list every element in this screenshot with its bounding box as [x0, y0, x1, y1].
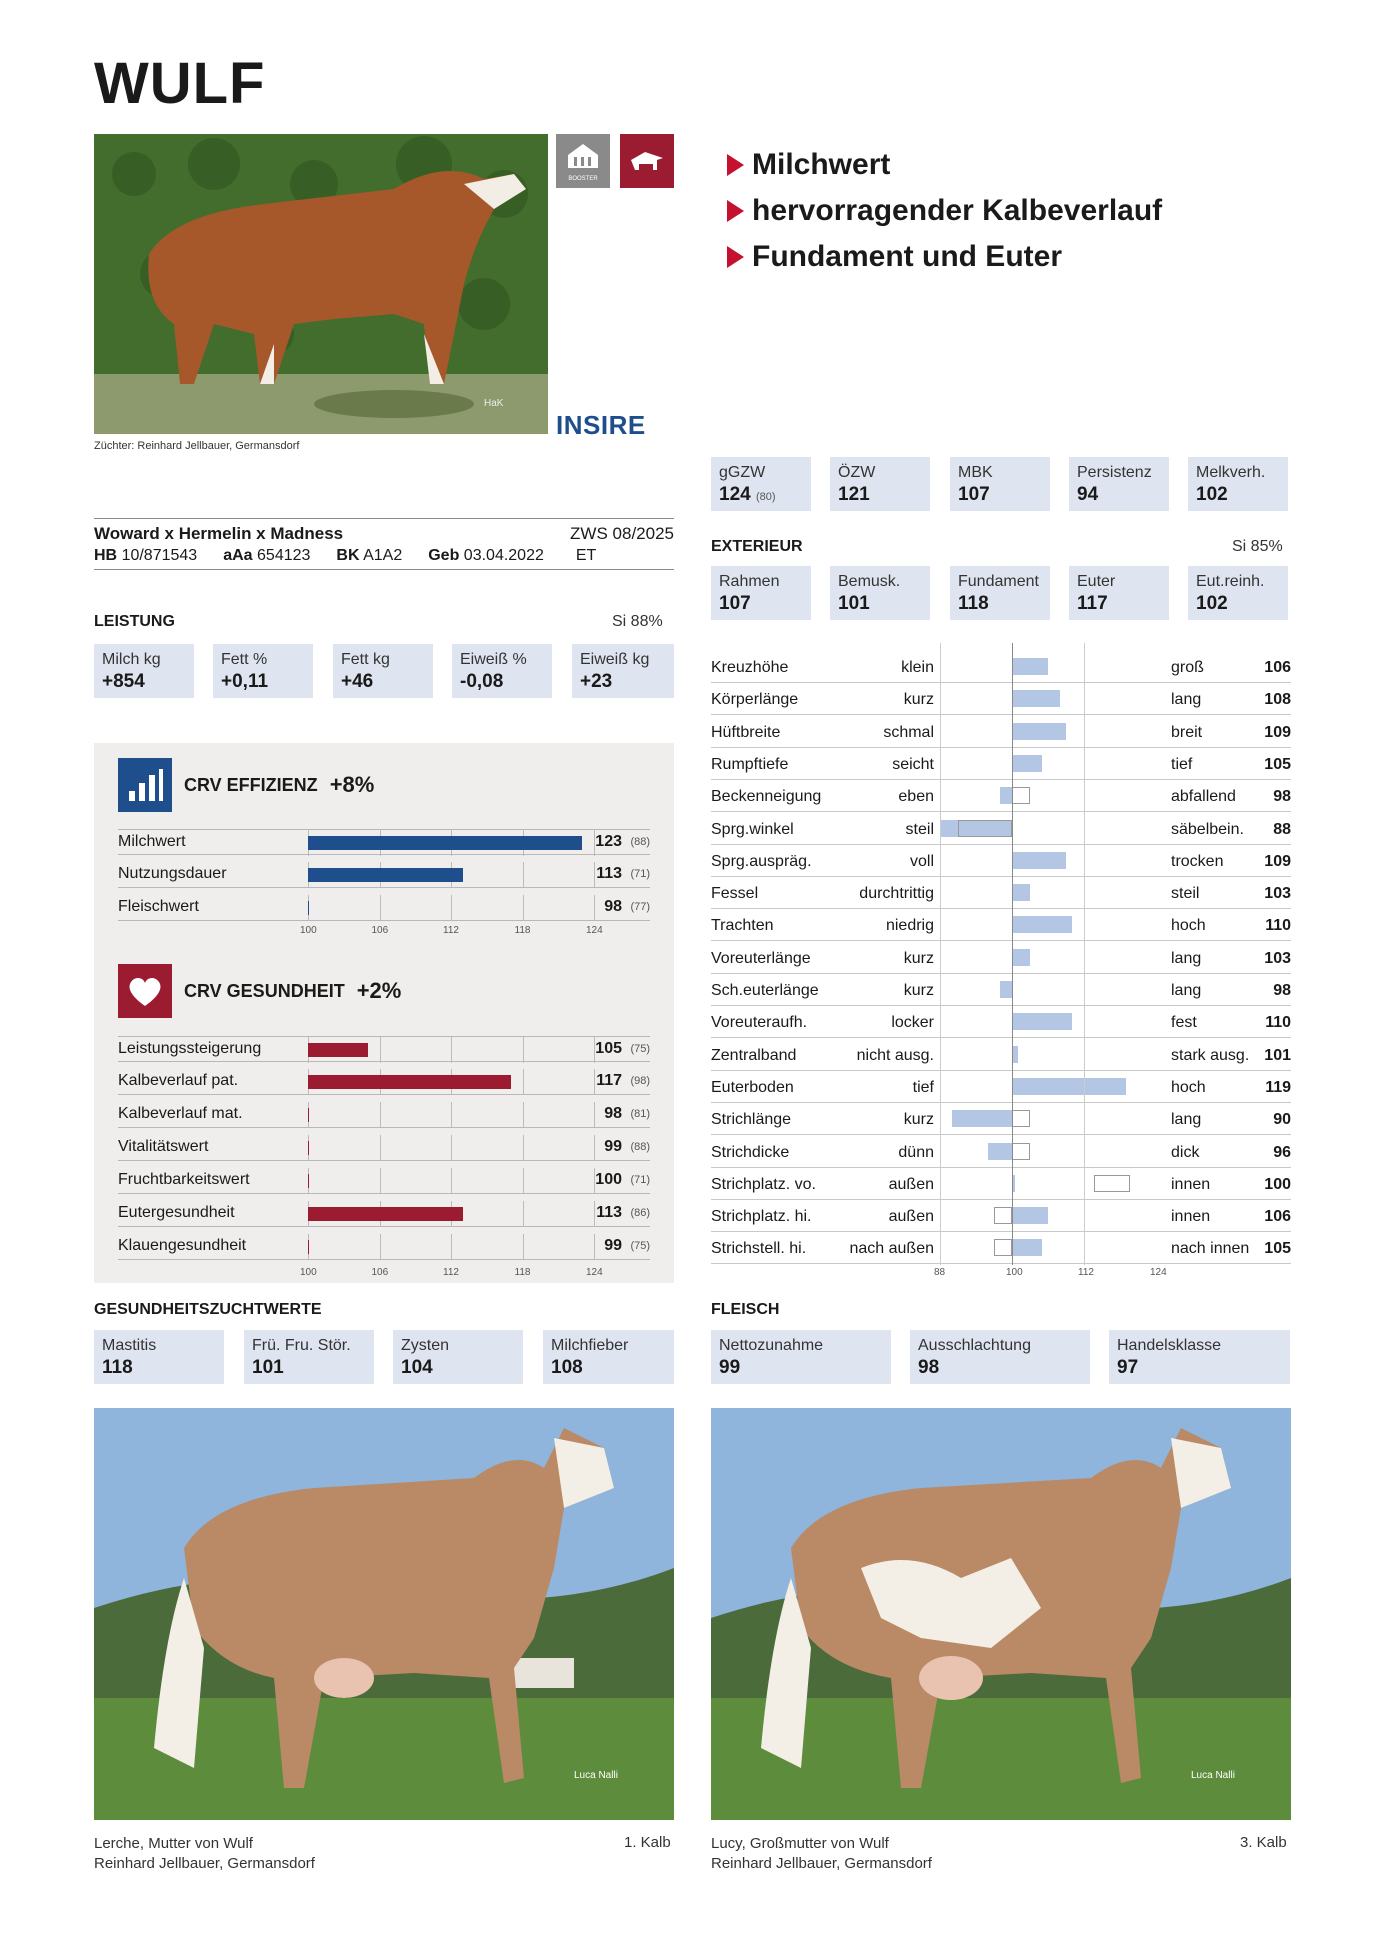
crv-effizienz-header	[118, 758, 374, 812]
triangle-bullet-icon	[727, 154, 744, 176]
crv-trait-reliability: (71)	[630, 868, 650, 880]
linear-trait-name: Sch.euterlänge	[711, 982, 819, 999]
axis-tick-label: 124	[586, 925, 603, 936]
linear-trait-name: Beckenneigung	[711, 788, 822, 806]
heart-icon	[118, 964, 172, 1018]
linear-trait-low: seicht	[892, 755, 934, 773]
linear-trait-bar	[1012, 755, 1042, 772]
highlight-item: Milchwert	[727, 142, 1162, 188]
crv-trait-reliability: (88)	[630, 1141, 650, 1153]
linear-trait-name: Strichdicke	[711, 1143, 790, 1161]
linear-trait-high: hoch	[1171, 1078, 1206, 1096]
brand-logo	[620, 134, 674, 188]
linear-trait-value: 103	[1264, 885, 1291, 903]
leistung-box: Milch kg +854	[94, 644, 194, 698]
linear-trait-bar	[1000, 787, 1012, 804]
linear-trait-outline	[1012, 787, 1030, 804]
leistung-box: Eiweiß % -0,08	[452, 644, 552, 698]
crv-trait-name: Leistungssteigerung	[118, 1040, 262, 1057]
highlight-item: hervorragender Kalbeverlauf	[727, 188, 1162, 234]
crv-trait-name: Vitalitätswert	[118, 1138, 209, 1155]
highlight-list	[727, 142, 1162, 280]
crv-trait-value: 98	[604, 1105, 622, 1122]
linear-trait-low: voll	[909, 852, 934, 870]
crv-trait-bar	[308, 1043, 368, 1057]
linear-trait-value: 110	[1265, 917, 1291, 935]
hb-number: 10/871543	[121, 547, 198, 564]
linear-trait-high: lang	[1171, 949, 1202, 967]
linear-trait-high: tief	[1171, 755, 1193, 773]
bull-photo	[94, 134, 548, 434]
linear-trait-row	[711, 845, 1291, 877]
crv-trait-name: Kalbeverlauf pat.	[118, 1072, 239, 1089]
axis-tick-label: 124	[586, 1267, 603, 1278]
linear-axis-line	[940, 643, 941, 1265]
grid-line	[523, 1102, 524, 1128]
grid-line	[594, 1201, 595, 1227]
crv-trait-name: Klauengesundheit	[118, 1237, 247, 1254]
exterieur-heading: EXTERIEUR	[711, 538, 803, 555]
linear-trait-bar	[952, 1110, 1012, 1127]
linear-trait-high: stark ausg.	[1171, 1046, 1250, 1064]
linear-trait-value: 88	[1273, 820, 1291, 838]
grid-line	[451, 1168, 452, 1194]
linear-trait-name: Fessel	[711, 885, 759, 903]
grid-line	[523, 862, 524, 888]
grid-line	[451, 1135, 452, 1161]
grid-line	[594, 1069, 595, 1095]
linear-trait-high: innen	[1171, 1208, 1211, 1226]
linear-trait-low: tief	[912, 1078, 934, 1096]
grid-line	[523, 1069, 524, 1095]
linear-trait-value: 109	[1264, 723, 1291, 741]
crv-trait-bar	[308, 901, 309, 915]
grid-line	[380, 1102, 381, 1128]
linear-trait-row	[711, 716, 1291, 748]
gzw-box: Zysten 104	[393, 1330, 523, 1384]
crv-panel	[94, 743, 674, 1283]
leistung-box: Eiweiß kg +23	[572, 644, 674, 698]
leistung-box: Fett kg +46	[333, 644, 433, 698]
pedigree-line: Woward x Hermelin x Madness	[94, 524, 344, 543]
exterieur-si: Si 85%	[1232, 538, 1283, 555]
crv-trait-bar	[308, 1108, 309, 1122]
linear-trait-row	[711, 942, 1291, 974]
crv-trait-value: 99	[604, 1138, 622, 1155]
linear-trait-value: 106	[1264, 659, 1291, 676]
fleisch-heading: FLEISCH	[711, 1301, 780, 1318]
grid-line	[523, 1201, 524, 1227]
axis-tick-label: 106	[371, 1267, 389, 1278]
linear-trait-row	[711, 877, 1291, 909]
linear-trait-value: 106	[1264, 1208, 1291, 1226]
linear-trait-bar	[1012, 949, 1030, 966]
booster-logo-text: BOOSTER	[568, 175, 598, 182]
linear-trait-low: nicht ausg.	[856, 1046, 934, 1064]
linear-trait-high: lang	[1171, 691, 1202, 709]
exterieur-box: Eut.reinh. 102	[1188, 566, 1288, 620]
leistung-box: Fett % +0,11	[213, 644, 313, 698]
gzw-box: Mastitis 118	[94, 1330, 224, 1384]
breeder-caption: Züchter: Reinhard Jellbauer, Germansdorf	[94, 440, 300, 452]
crv-trait-value: 123	[595, 833, 622, 850]
summary-box: gGZW 124 (80)	[711, 457, 811, 511]
bar-chart-icon	[118, 758, 172, 812]
crv-trait-row	[118, 862, 650, 888]
axis-tick-label: 100	[300, 925, 317, 936]
axis-tick-label: 100	[300, 1267, 317, 1278]
linear-trait-high: fest	[1171, 1014, 1197, 1032]
grid-line	[380, 1168, 381, 1194]
axis-tick-label: 112	[443, 925, 459, 936]
triangle-bullet-icon	[727, 200, 744, 222]
linear-trait-row	[711, 1039, 1291, 1071]
crv-trait-bar	[308, 868, 463, 882]
linear-axis-line	[1012, 643, 1013, 1265]
insire-logo: INSIRE	[556, 410, 646, 440]
crv-gesundheit-title: CRV GESUNDHEIT	[184, 980, 345, 1001]
crv-trait-value: 98	[604, 898, 622, 915]
linear-trait-low: außen	[888, 1175, 934, 1193]
linear-trait-outline	[1012, 1110, 1030, 1127]
gzw-box: Milchfieber 108	[543, 1330, 674, 1384]
linear-trait-high: groß	[1171, 659, 1204, 676]
linear-trait-name: Kreuzhöhe	[711, 659, 789, 676]
linear-trait-name: Trachten	[711, 917, 774, 935]
crv-trait-reliability: (77)	[630, 901, 650, 913]
linear-trait-low: kurz	[903, 982, 934, 999]
linear-trait-high: dick	[1171, 1143, 1200, 1161]
page-title: WULF	[94, 51, 266, 116]
gzw-box: Frü. Fru. Stör. 101	[244, 1330, 374, 1384]
crv-trait-bar	[308, 1174, 309, 1188]
linear-trait-name: Voreuteraufh.	[711, 1014, 808, 1032]
linear-trait-low: nach außen	[849, 1240, 934, 1258]
pedigree-block: Woward x Hermelin x Madness ZWS 08/2025 HB 10/871543 aAa 654123 BK A1A2 Geb 03.04.2022 ET	[94, 518, 674, 570]
grid-line	[594, 862, 595, 888]
linear-trait-value: 101	[1264, 1046, 1291, 1064]
grid-line	[380, 895, 381, 921]
linear-trait-high: innen	[1171, 1175, 1211, 1193]
leistung-si: Si 88%	[612, 613, 663, 630]
linear-trait-value: 100	[1264, 1175, 1291, 1193]
crv-effizienz-title: CRV EFFIZIENZ	[184, 774, 318, 795]
crv-trait-row	[118, 1036, 650, 1062]
crv-trait-row	[118, 1234, 650, 1260]
grid-line	[523, 1168, 524, 1194]
exterieur-box: Rahmen 107	[711, 566, 811, 620]
photo-credit: Luca Nalli	[574, 1770, 618, 1781]
linear-trait-value: 98	[1273, 982, 1291, 999]
grid-line	[451, 1234, 452, 1260]
linear-trait-high: lang	[1171, 1111, 1202, 1129]
exterieur-box: Fundament 118	[950, 566, 1050, 620]
crv-trait-name: Milchwert	[118, 833, 186, 850]
grid-line	[594, 895, 595, 921]
linear-trait-low: kurz	[903, 691, 934, 709]
linear-trait-bar	[1000, 981, 1012, 998]
axis-tick-label: 100	[1006, 1267, 1023, 1278]
mother-caption: Lerche, Mutter von Wulf Reinhard Jellbauer, Germansdorf	[94, 1835, 315, 1872]
axis-tick-label: 112	[443, 1267, 459, 1278]
grid-line	[451, 1102, 452, 1128]
linear-trait-high: trocken	[1171, 852, 1224, 870]
crv-trait-row	[118, 1069, 650, 1095]
crv-trait-reliability: (98)	[630, 1075, 650, 1087]
crv-trait-value: 117	[596, 1072, 622, 1089]
linear-trait-value: 96	[1273, 1143, 1291, 1161]
linear-trait-high: steil	[1171, 885, 1200, 903]
linear-trait-name: Strichlänge	[711, 1111, 792, 1129]
linear-trait-bar	[1012, 1013, 1072, 1030]
linear-trait-value: 98	[1273, 788, 1291, 806]
grid-line	[594, 1234, 595, 1260]
photo-credit: Luca Nalli	[1191, 1770, 1235, 1781]
linear-trait-bar	[1012, 723, 1066, 740]
axis-tick-label: 106	[371, 925, 389, 936]
linear-trait-value: 109	[1264, 852, 1291, 870]
crv-trait-bar	[308, 836, 582, 850]
linear-trait-high: nach innen	[1171, 1240, 1250, 1258]
grid-line	[451, 1037, 452, 1063]
linear-trait-high: abfallend	[1171, 788, 1236, 806]
linear-trait-name: Sprg.winkel	[711, 820, 794, 838]
crv-effizienz-pct: +8%	[329, 772, 375, 797]
linear-trait-name: Strichstell. hi.	[711, 1240, 807, 1258]
linear-trait-bar	[1012, 658, 1048, 675]
linear-trait-row	[711, 1006, 1291, 1038]
linear-trait-name: Körperlänge	[711, 691, 799, 709]
crv-trait-value: 105	[595, 1040, 622, 1057]
beta-casein: A1A2	[363, 547, 403, 564]
linear-trait-value: 119	[1265, 1078, 1291, 1096]
linear-trait-bar	[1012, 916, 1072, 933]
fleisch-box: Nettozunahme 99	[711, 1330, 891, 1384]
linear-trait-bar	[1012, 884, 1030, 901]
grid-line	[523, 1234, 524, 1260]
linear-trait-low: außen	[888, 1208, 934, 1226]
linear-trait-value: 105	[1264, 1240, 1291, 1258]
exterieur-box: Bemusk. 101	[830, 566, 930, 620]
crv-trait-row	[118, 829, 650, 855]
linear-trait-low: durchtrittig	[859, 885, 934, 903]
linear-trait-bar	[1012, 690, 1060, 707]
crv-gesundheit-header	[118, 964, 401, 1018]
barn-icon	[566, 141, 600, 171]
linear-trait-name: Voreuterlänge	[711, 949, 811, 967]
crv-trait-reliability: (88)	[630, 836, 650, 848]
et-flag: ET	[575, 547, 597, 564]
axis-tick-label: 118	[514, 925, 531, 936]
grid-line	[451, 895, 452, 921]
grid-line	[380, 1234, 381, 1260]
summary-box: ÖZW 121	[830, 457, 930, 511]
crv-trait-value: 113	[596, 865, 622, 882]
axis-tick-label: 124	[1150, 1267, 1167, 1278]
gzw-heading: GESUNDHEITSZUCHTWERTE	[94, 1301, 322, 1318]
linear-trait-value: 103	[1264, 949, 1291, 967]
linear-trait-bar	[1012, 852, 1066, 869]
linear-trait-low: dünn	[898, 1143, 934, 1161]
crv-trait-value: 99	[604, 1237, 622, 1254]
linear-trait-name: Strichplatz. vo.	[711, 1175, 816, 1193]
crv-trait-name: Eutergesundheit	[118, 1204, 235, 1221]
linear-trait-bar	[1012, 1239, 1042, 1256]
booster-logo	[556, 134, 610, 188]
linear-trait-high: säbelbein.	[1171, 820, 1244, 838]
summary-box: MBK 107	[950, 457, 1050, 511]
linear-trait-name: Zentralband	[711, 1046, 797, 1064]
crv-trait-row	[118, 1135, 650, 1161]
leistung-heading: LEISTUNG	[94, 613, 175, 630]
grid-line	[380, 1135, 381, 1161]
linear-trait-row	[711, 1168, 1291, 1200]
crv-gesundheit-pct: +2%	[356, 978, 402, 1003]
linear-trait-row	[711, 1071, 1291, 1103]
grandmother-photo	[711, 1408, 1291, 1820]
crv-trait-reliability: (71)	[630, 1174, 650, 1186]
linear-trait-name: Hüftbreite	[711, 723, 781, 741]
grid-line	[380, 1037, 381, 1063]
linear-trait-bar	[1012, 1207, 1048, 1224]
summary-box: Melkverh. 102	[1188, 457, 1288, 511]
mother-photo	[94, 1408, 674, 1820]
linear-trait-bar	[988, 1143, 1012, 1160]
crv-trait-reliability: (86)	[630, 1207, 650, 1219]
aaa-code: 654123	[257, 547, 311, 564]
crv-trait-bar	[308, 1207, 463, 1221]
linear-trait-name: Euterboden	[711, 1078, 794, 1096]
linear-trait-value: 105	[1264, 755, 1291, 773]
grandmother-calf: 3. Kalb	[1240, 1834, 1287, 1851]
mother-calf: 1. Kalb	[624, 1834, 671, 1851]
linear-trait-high: hoch	[1171, 917, 1206, 935]
crv-trait-reliability: (81)	[630, 1108, 650, 1120]
linear-trait-row	[711, 651, 1291, 683]
crv-trait-bar	[308, 1141, 309, 1155]
linear-trait-low: klein	[901, 659, 934, 676]
linear-trait-row	[711, 909, 1291, 941]
crv-trait-bar	[308, 1240, 309, 1254]
linear-trait-bar	[1012, 1078, 1126, 1095]
linear-trait-outline	[1012, 1143, 1030, 1160]
crv-trait-name: Kalbeverlauf mat.	[118, 1105, 243, 1122]
linear-trait-low: kurz	[903, 949, 934, 967]
linear-trait-low: steil	[905, 820, 934, 838]
photo-credit: HaK	[484, 398, 504, 409]
axis-tick-label: 88	[934, 1267, 946, 1278]
linear-trait-outline	[994, 1239, 1012, 1256]
axis-tick-label: 112	[1078, 1267, 1094, 1278]
zws-date: ZWS 08/2025	[570, 524, 674, 543]
grid-line	[594, 1135, 595, 1161]
crv-trait-row	[118, 1201, 650, 1227]
fleisch-box: Handelsklasse 97	[1109, 1330, 1290, 1384]
linear-axis-line	[1084, 643, 1085, 1265]
triangle-bullet-icon	[727, 246, 744, 268]
linear-trait-outline	[1094, 1175, 1130, 1192]
crv-trait-name: Fleischwert	[118, 898, 199, 915]
linear-trait-value: 108	[1264, 691, 1291, 709]
linear-trait-name: Sprg.auspräg.	[711, 852, 812, 870]
linear-trait-row	[711, 748, 1291, 780]
grandmother-caption: Lucy, Großmutter von Wulf Reinhard Jellbauer, Germansdorf	[711, 1835, 932, 1872]
crv-trait-name: Nutzungsdauer	[118, 865, 227, 882]
crv-trait-reliability: (75)	[630, 1043, 650, 1055]
axis-tick-label: 118	[514, 1267, 531, 1278]
birth-date: 03.04.2022	[463, 547, 544, 564]
crv-trait-value: 113	[596, 1204, 622, 1221]
crv-trait-value: 100	[595, 1171, 622, 1188]
linear-trait-row	[711, 683, 1291, 715]
crv-trait-row	[118, 895, 650, 921]
grid-line	[594, 1102, 595, 1128]
linear-trait-low: schmal	[883, 723, 934, 741]
summary-box: Persistenz 94	[1069, 457, 1169, 511]
linear-trait-high: lang	[1171, 982, 1202, 999]
linear-trait-value: 90	[1273, 1111, 1291, 1129]
linear-trait-name: Rumpftiefe	[711, 755, 789, 773]
crv-trait-bar	[308, 1075, 511, 1089]
linear-trait-low: locker	[891, 1014, 934, 1032]
linear-trait-low: niedrig	[885, 917, 934, 935]
crv-trait-row	[118, 1168, 650, 1194]
linear-trait-low: eben	[898, 788, 934, 806]
highlight-item: Fundament und Euter	[727, 234, 1162, 280]
linear-trait-high: breit	[1171, 723, 1203, 741]
grid-line	[523, 895, 524, 921]
linear-trait-outline	[994, 1207, 1012, 1224]
linear-trait-outline	[958, 820, 1012, 837]
crv-trait-reliability: (75)	[630, 1240, 650, 1252]
linear-trait-low: kurz	[903, 1111, 934, 1129]
crv-trait-name: Fruchtbarkeitswert	[118, 1171, 250, 1188]
linear-trait-value: 110	[1265, 1014, 1291, 1032]
fleisch-box: Ausschlachtung 98	[910, 1330, 1090, 1384]
exterieur-box: Euter 117	[1069, 566, 1169, 620]
crv-trait-row	[118, 1102, 650, 1128]
cow-icon	[627, 146, 667, 176]
grid-line	[523, 1135, 524, 1161]
linear-trait-name: Strichplatz. hi.	[711, 1208, 812, 1226]
grid-line	[523, 1037, 524, 1063]
